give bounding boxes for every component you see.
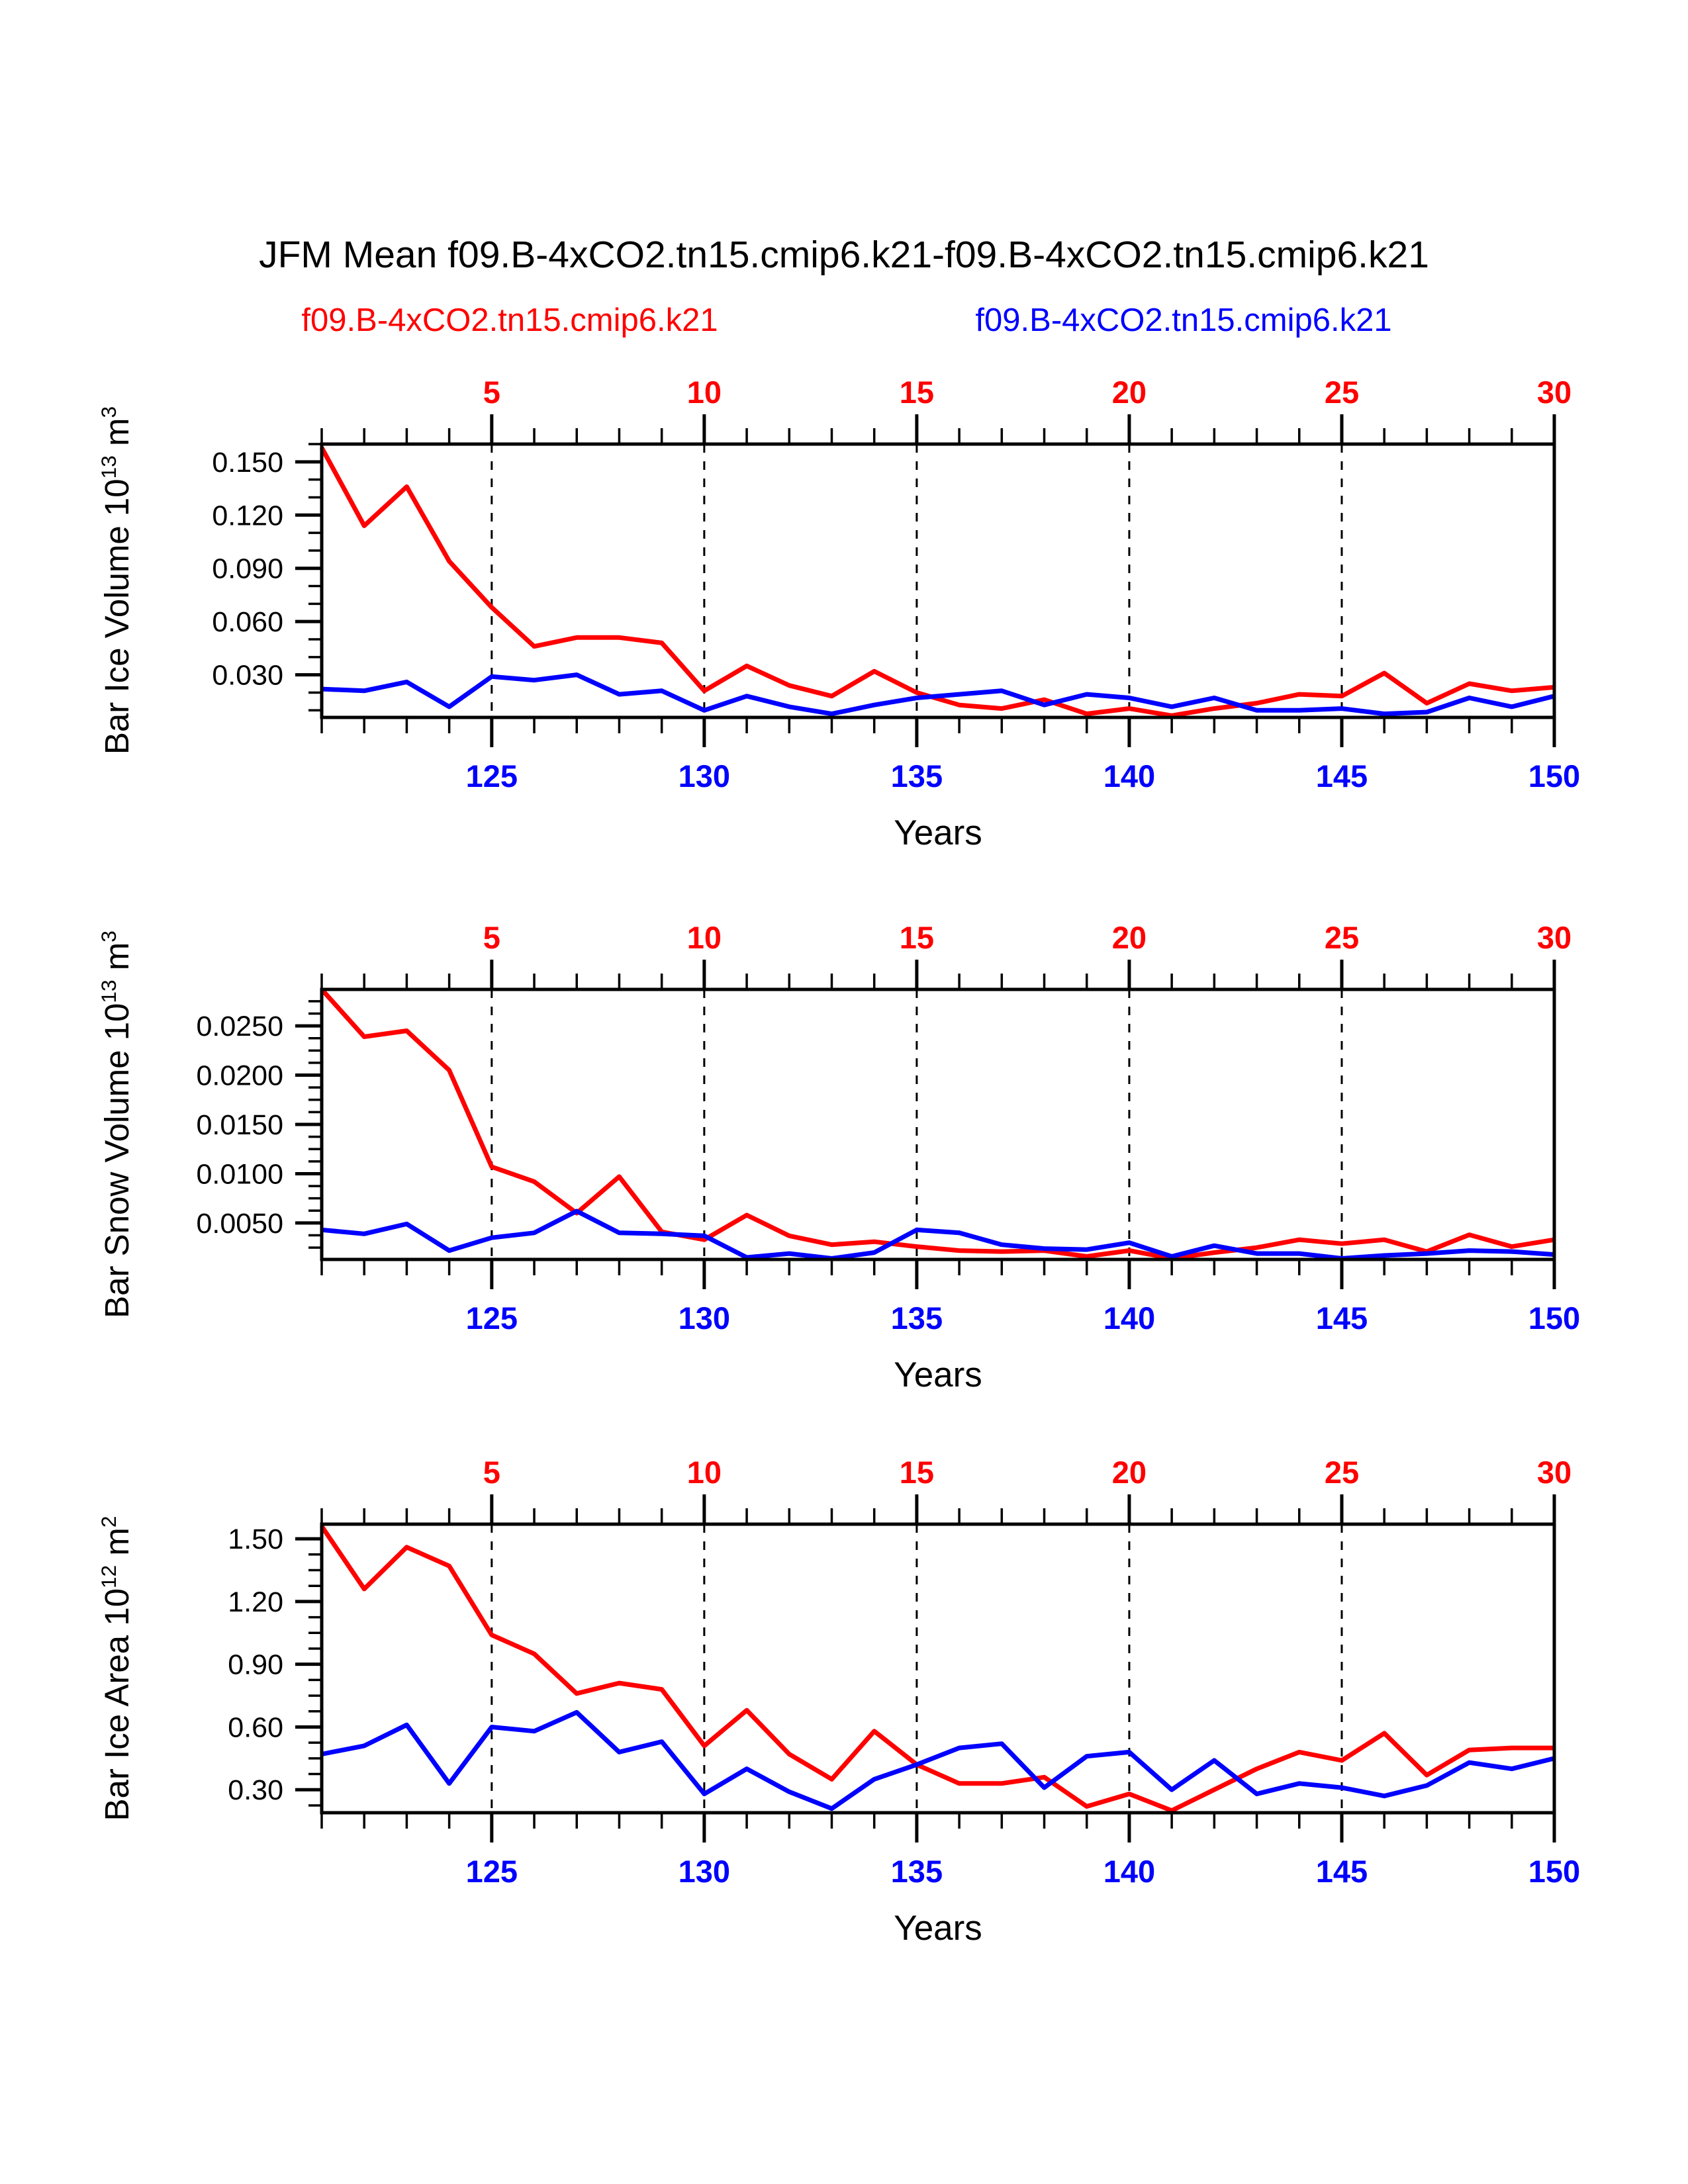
panel3-xlabel: Years	[894, 1909, 982, 1948]
panel3-frame	[322, 1524, 1554, 1813]
panel3-blue-series-line	[322, 1712, 1554, 1808]
panel3-top-axis-label-5: 5	[483, 1455, 500, 1490]
panel1-x-axis-label-135: 135	[890, 758, 943, 794]
panel1-x-axis-label-150: 150	[1528, 758, 1581, 794]
panel2-y-axis-title-unit-exp: 3	[97, 931, 121, 942]
panel1-y-axis-label-0.150: 0.150	[212, 446, 283, 478]
panel3-y-axis-title-exp: 12	[97, 1565, 121, 1588]
panel2-y-axis-title-unit: m	[97, 942, 136, 980]
panel2-frame	[322, 989, 1554, 1259]
panel1-y-axis-title	[97, 406, 136, 754]
panel1-xlabel: Years	[894, 813, 982, 852]
panel1-red-series-line	[322, 447, 1554, 715]
panel3-y-axis-title-base: Bar Ice Area 10	[97, 1588, 136, 1821]
page-title: JFM Mean f09.B-4xCO2.tn15.cmip6.k21-f09.B-4xCO2.tn15.cmip6.k21	[259, 234, 1429, 276]
panel2-y-axis-label-0.0050: 0.0050	[196, 1207, 283, 1240]
panel2-x-axis-label-140: 140	[1103, 1300, 1156, 1336]
panel1-top-axis-label-30: 30	[1536, 375, 1572, 410]
panel1-y-axis-title-unit: m	[97, 418, 136, 456]
panel2-xlabel: Years	[894, 1355, 982, 1394]
panel1-x-axis-label-130: 130	[678, 758, 731, 794]
panel3-y-axis-label-0.60: 0.60	[228, 1711, 283, 1744]
panel2-red-series-line	[322, 989, 1554, 1259]
panel2-top-axis-label-5: 5	[483, 920, 500, 955]
panel3-x-axis-label-150: 150	[1528, 1854, 1581, 1889]
panel3-x-axis-label-130: 130	[678, 1854, 731, 1889]
panel1-x-axis-label-140: 140	[1103, 758, 1156, 794]
panel1-x-axis-label-145: 145	[1315, 758, 1368, 794]
panel1-y-axis-label-0.090: 0.090	[212, 553, 283, 585]
panel2-y-axis-label-0.0100: 0.0100	[196, 1158, 283, 1191]
legend-blue-label: f09.B-4xCO2.tn15.cmip6.k21	[975, 302, 1392, 338]
panel3-y-axis-title-unit-exp: 2	[97, 1516, 121, 1528]
panel3-x-axis-label-140: 140	[1103, 1854, 1156, 1889]
panel2-top-axis-label-30: 30	[1536, 920, 1572, 955]
legend-red-label: f09.B-4xCO2.tn15.cmip6.k21	[301, 302, 718, 338]
panel2-x-axis-label-125: 125	[465, 1300, 518, 1336]
panel2-top-axis-label-15: 15	[899, 920, 935, 955]
panel2-x-axis-label-150: 150	[1528, 1300, 1581, 1336]
panel2-top-axis-label-25: 25	[1324, 920, 1360, 955]
panel3-y-axis-label-0.90: 0.90	[228, 1649, 283, 1681]
panel3-x-axis-label-125: 125	[465, 1854, 518, 1889]
panel3-red-series-line	[322, 1526, 1554, 1811]
panel2-y-axis-label-0.0200: 0.0200	[196, 1060, 283, 1092]
panel3-top-axis-label-20: 20	[1111, 1455, 1147, 1490]
panel1-y-axis-label-0.120: 0.120	[212, 500, 283, 532]
panel2-y-axis-title-exp: 13	[97, 979, 121, 1003]
panel3-y-axis-label-1.20: 1.20	[228, 1586, 283, 1618]
panel2-x-axis-label-135: 135	[890, 1300, 943, 1336]
panel3-y-axis-title-unit: m	[97, 1527, 136, 1565]
panel1-y-axis-title-unit-exp: 3	[97, 406, 121, 418]
panel1-x-axis-label-125: 125	[465, 758, 518, 794]
panel1-top-axis-label-10: 10	[686, 375, 722, 410]
panel1-top-axis-label-5: 5	[483, 375, 500, 410]
panel1-top-axis-label-20: 20	[1111, 375, 1147, 410]
panel3-x-axis-label-135: 135	[890, 1854, 943, 1889]
panel2-blue-series-line	[322, 1211, 1554, 1259]
panel2-x-axis-label-130: 130	[678, 1300, 731, 1336]
panel3-top-axis-label-30: 30	[1536, 1455, 1572, 1490]
panel2-top-axis-label-10: 10	[686, 920, 722, 955]
panel2-top-axis-label-20: 20	[1111, 920, 1147, 955]
panel2-y-axis-title-base: Bar Snow Volume 10	[97, 1003, 136, 1318]
panel3-top-axis-label-25: 25	[1324, 1455, 1360, 1490]
panel2-y-axis-label-0.0250: 0.0250	[196, 1011, 283, 1043]
panel3-y-axis-label-0.30: 0.30	[228, 1774, 283, 1807]
panel2-y-axis-label-0.0150: 0.0150	[196, 1109, 283, 1141]
panel1-y-axis-label-0.030: 0.030	[212, 659, 283, 692]
panel3-x-axis-label-145: 145	[1315, 1854, 1368, 1889]
panel2-x-axis-label-145: 145	[1315, 1300, 1368, 1336]
panel3-y-axis-title	[97, 1516, 136, 1821]
panel1-y-axis-label-0.060: 0.060	[212, 606, 283, 639]
panel3-top-axis-label-15: 15	[899, 1455, 935, 1490]
panel1-y-axis-title-base: Bar Ice Volume 10	[97, 478, 136, 755]
panel3-y-axis-label-1.50: 1.50	[228, 1524, 283, 1556]
panel1-top-axis-label-25: 25	[1324, 375, 1360, 410]
panel1-y-axis-title-exp: 13	[97, 455, 121, 479]
panel2-y-axis-title	[97, 931, 136, 1318]
panel3-top-axis-label-10: 10	[686, 1455, 722, 1490]
panel1-top-axis-label-15: 15	[899, 375, 935, 410]
